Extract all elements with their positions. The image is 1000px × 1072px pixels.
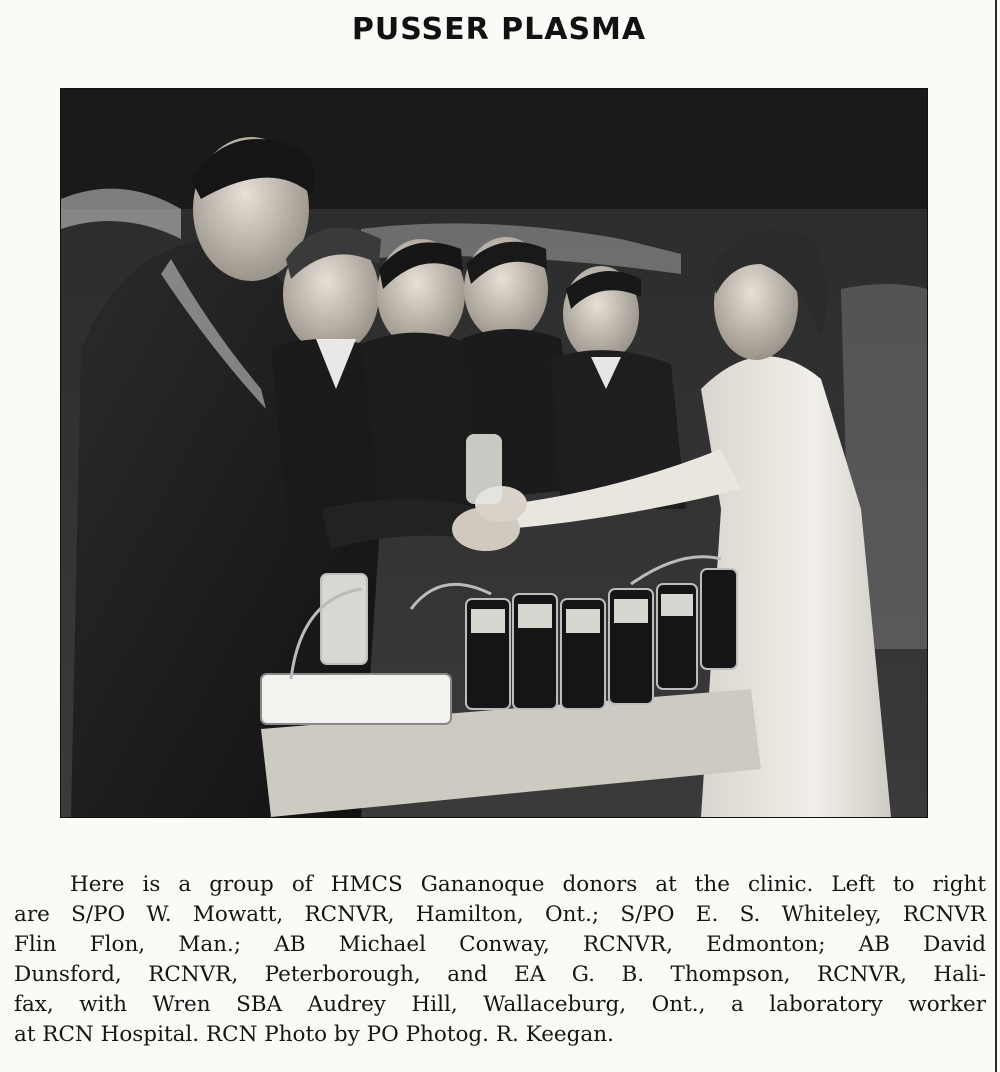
page-title: PUSSER PLASMA [351, 12, 647, 47]
caption-line: fax, with Wren SBA Audrey Hill, Wallaceburg, Ont., a laboratory worker [14, 992, 986, 1017]
caption-line: Here is a group of HMCS Gananoque donors at the clinic. Left to right [70, 872, 986, 897]
page-edge-rule [995, 0, 997, 1072]
caption-line: are S/PO W. Mowatt, RCNVR, Hamilton, Ont.; S/PO E. S. Whiteley, RCNVR [14, 902, 986, 927]
caption-line: Dunsford, RCNVR, Peterborough, and EA G. B. Thompson, RCNVR, Hali- [14, 962, 986, 987]
photograph [60, 88, 928, 818]
tray [261, 674, 451, 724]
caption-line: Flin Flon, Man.; AB Michael Conway, RCNVR, Edmonton; AB David [14, 932, 986, 957]
photo-caption [14, 870, 986, 1050]
photo-illustration [61, 89, 927, 817]
caption-line: at RCN Hospital. RCN Photo by PO Photog. R. Keegan. [14, 1022, 614, 1047]
